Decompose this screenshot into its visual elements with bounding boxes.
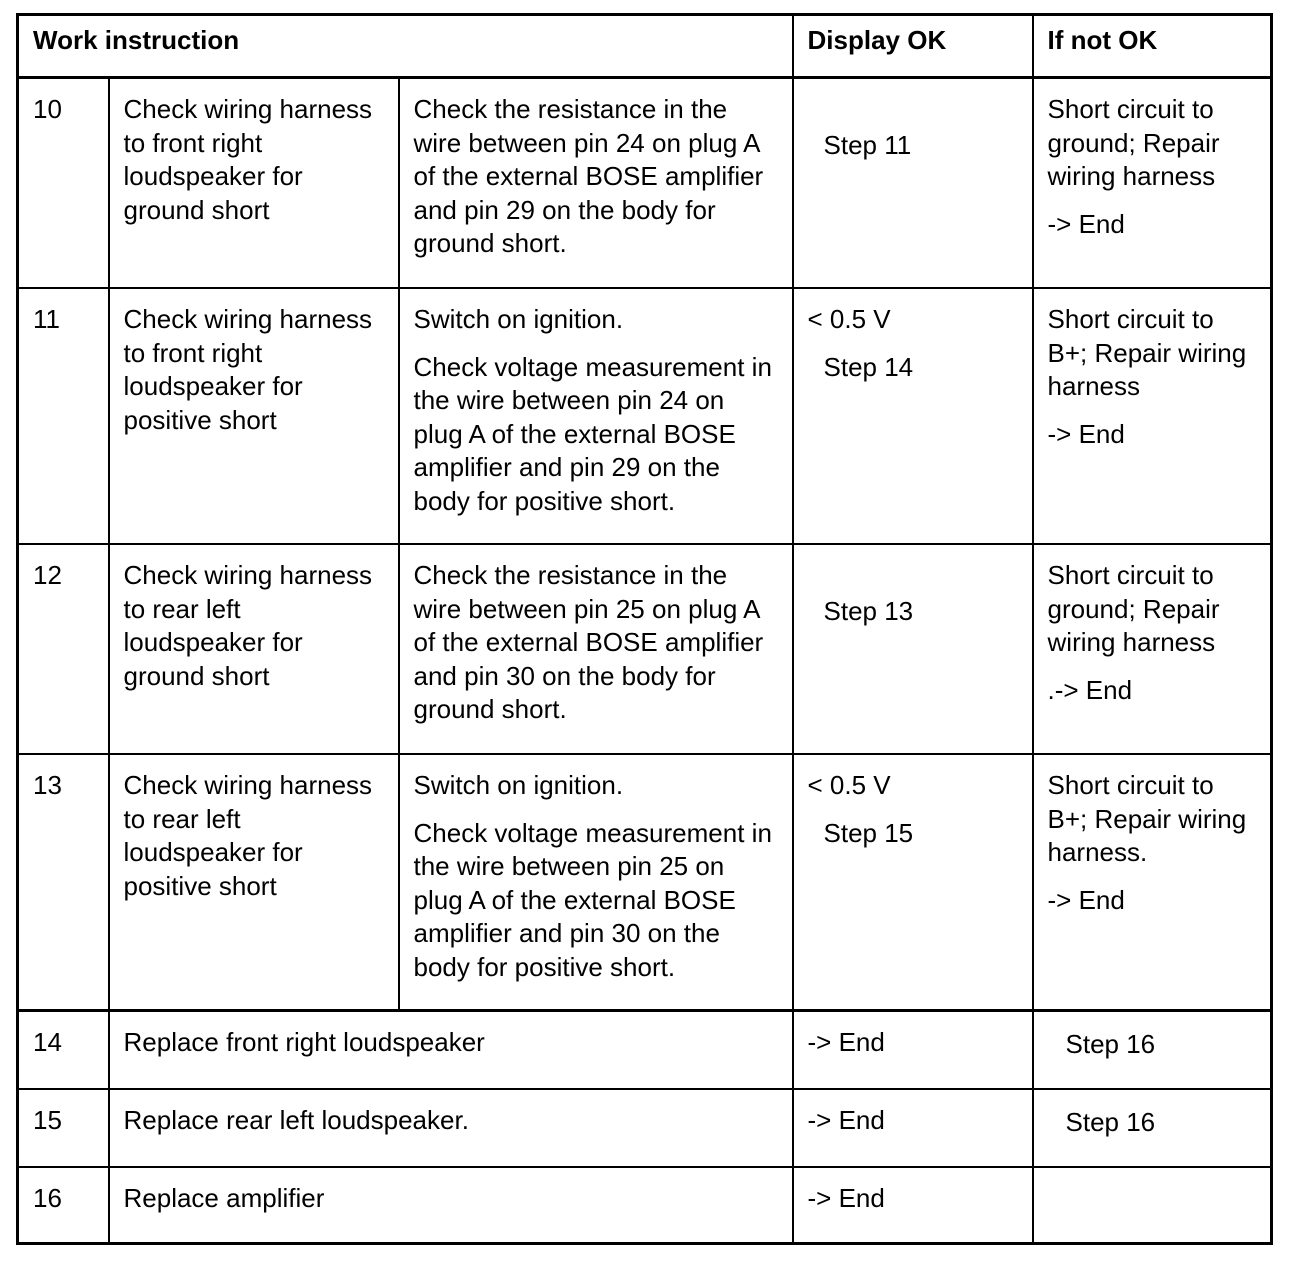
- action-description: Replace rear left loudspeaker.: [109, 1089, 793, 1167]
- action-description: Replace amplifier: [109, 1167, 793, 1244]
- ok-step: Step 13: [823, 596, 914, 626]
- step-number: 10: [18, 78, 109, 289]
- table-row: [18, 78, 1272, 289]
- if-not-ok: [1033, 1089, 1272, 1167]
- if-not-ok: [1033, 544, 1272, 754]
- fault-action: .-> End: [1047, 674, 1133, 705]
- ok-step: Step 14: [823, 351, 914, 382]
- fault-text: Short circuit to ground; Repair wiring harness: [1047, 560, 1220, 657]
- check-detail: [399, 288, 793, 544]
- fault-action: -> End: [1047, 418, 1125, 449]
- ok-step: Step 11: [823, 130, 912, 160]
- work-instruction-table: [16, 13, 1273, 1245]
- ok-value: < 0.5 V: [807, 770, 891, 800]
- step-number: 11: [18, 288, 109, 544]
- display-ok: [793, 78, 1033, 289]
- detail-text: Check voltage measurement in the wire between pin 25 on plug A of the external BOSE amplifier and pin 30 on the body for positive short.: [413, 817, 772, 982]
- display-ok: [793, 288, 1033, 544]
- display-ok: -> End: [793, 1089, 1033, 1167]
- check-description: Check wiring harness to rear left loudspeaker for ground short: [109, 544, 399, 754]
- table-row: [18, 1011, 1272, 1090]
- display-ok: -> End: [793, 1167, 1033, 1244]
- step-number: 12: [18, 544, 109, 754]
- if-not-ok: [1033, 288, 1272, 544]
- display-ok: [793, 754, 1033, 1011]
- action-description: Replace front right loudspeaker: [109, 1011, 793, 1090]
- detail-text: Switch on ignition.: [413, 770, 624, 800]
- table-row: [18, 1089, 1272, 1167]
- table-row: [18, 754, 1272, 1011]
- fault-action: Step 16: [1065, 1107, 1156, 1137]
- table-row: [18, 544, 1272, 754]
- check-detail: [399, 544, 793, 754]
- if-not-ok: [1033, 754, 1272, 1011]
- check-description: Check wiring harness to front right loudspeaker for positive short: [109, 288, 399, 544]
- header-display-ok: Display OK: [793, 15, 1033, 78]
- step-number: 15: [18, 1089, 109, 1167]
- display-ok: -> End: [793, 1011, 1033, 1090]
- step-number: 14: [18, 1011, 109, 1090]
- fault-text: Short circuit to B+; Repair wiring harness: [1047, 304, 1247, 401]
- if-not-ok: [1033, 1011, 1272, 1090]
- check-detail: [399, 754, 793, 1011]
- fault-action: -> End: [1047, 208, 1125, 239]
- detail-text: Check the resistance in the wire between pin 24 on plug A of the external BOSE amplifier and pin 29 on the body for ground short.: [413, 94, 764, 258]
- table-row: [18, 288, 1272, 544]
- step-number: 13: [18, 754, 109, 1011]
- header-if-not-ok: If not OK: [1033, 15, 1272, 78]
- fault-action: -> End: [1047, 884, 1125, 915]
- fault-action: Step 16: [1065, 1029, 1156, 1059]
- ok-value: < 0.5 V: [807, 304, 891, 334]
- detail-text: Switch on ignition.: [413, 304, 624, 334]
- check-description: Check wiring harness to rear left loudspeaker for positive short: [109, 754, 399, 1011]
- header-work-instruction: Work instruction: [18, 15, 793, 78]
- check-detail: [399, 78, 793, 289]
- if-not-ok: [1033, 1167, 1272, 1244]
- step-number: 16: [18, 1167, 109, 1244]
- if-not-ok: [1033, 78, 1272, 289]
- display-ok: [793, 544, 1033, 754]
- detail-text: Check voltage measurement in the wire between pin 24 on plug A of the external BOSE amplifier and pin 29 on the body for positive short.: [413, 351, 772, 516]
- table-row: [18, 1167, 1272, 1244]
- check-description: Check wiring harness to front right loudspeaker for ground short: [109, 78, 399, 289]
- ok-step: Step 15: [823, 817, 914, 848]
- fault-text: Short circuit to B+; Repair wiring harness.: [1047, 770, 1247, 867]
- fault-text: Short circuit to ground; Repair wiring harness: [1047, 94, 1220, 191]
- header-row: [18, 15, 1272, 78]
- detail-text: Check the resistance in the wire between pin 25 on plug A of the external BOSE amplifier and pin 30 on the body for ground short.: [413, 560, 764, 724]
